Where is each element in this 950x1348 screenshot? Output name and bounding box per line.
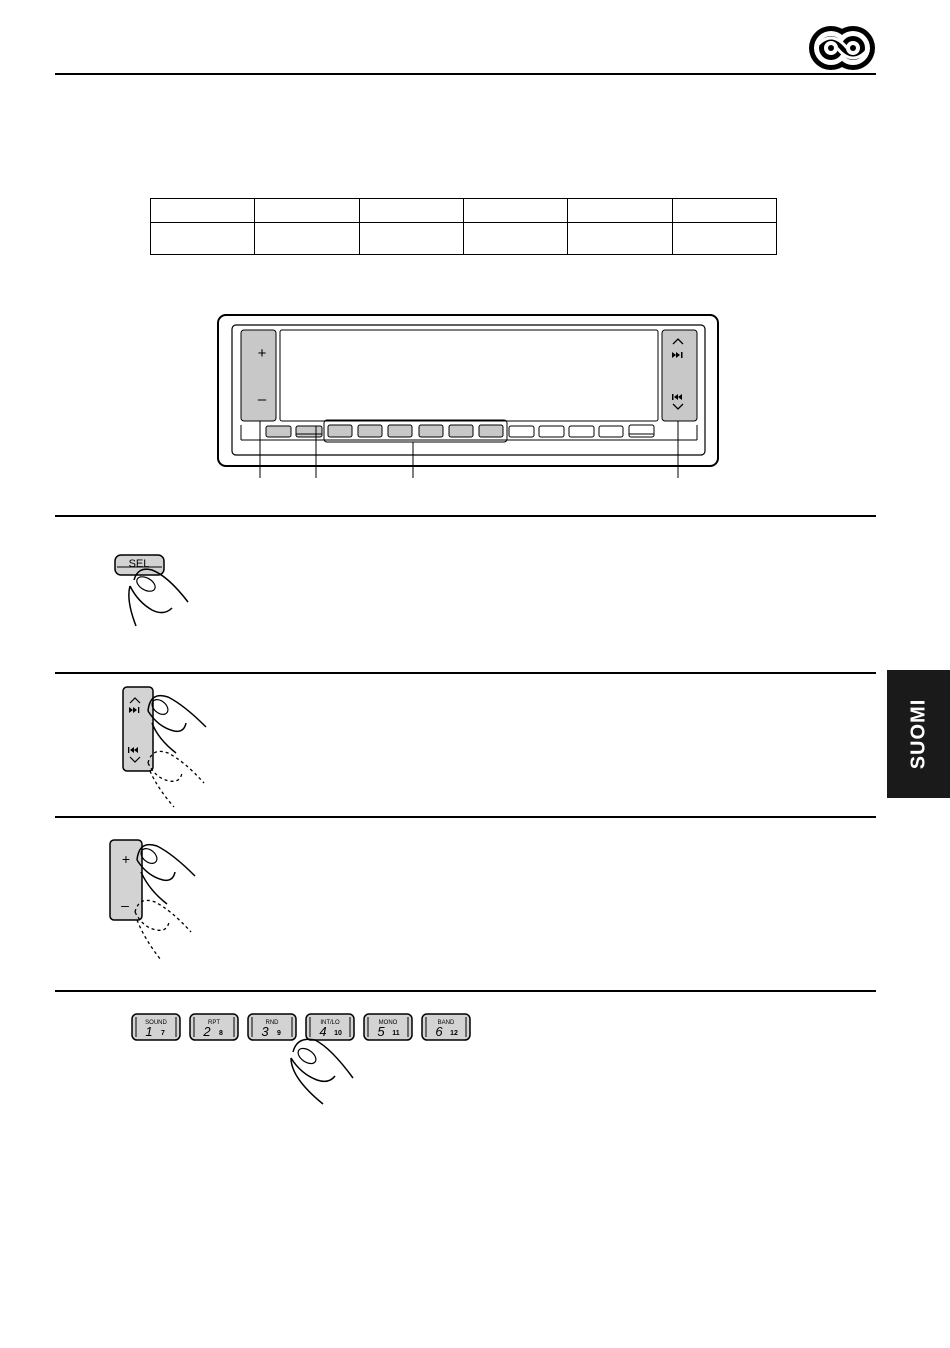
table-cell	[255, 199, 359, 223]
table-cell	[359, 223, 463, 255]
preset-top-label: RPT	[208, 1020, 220, 1026]
section-rule	[55, 672, 876, 674]
table-cell	[672, 223, 776, 255]
preset-top-label: BAND	[437, 1020, 455, 1026]
table-cell	[255, 223, 359, 255]
faceplate-minus-label: –	[257, 391, 267, 408]
seek-press-illustration	[118, 683, 213, 811]
display-window	[280, 330, 658, 421]
table-cell	[359, 199, 463, 223]
preset-number: 6	[435, 1024, 443, 1039]
language-tab	[887, 670, 950, 798]
preset-number: 2	[203, 1024, 211, 1039]
faceplate-sel-button[interactable]	[296, 426, 322, 437]
faceplate-extra-buttons	[509, 425, 654, 437]
table-cell	[463, 199, 567, 223]
finger-dashed-icon	[135, 900, 191, 960]
language-tab-label: SUOMI	[907, 698, 929, 770]
preset-number: 5	[377, 1024, 385, 1039]
table-cell	[463, 223, 567, 255]
faceplate-button[interactable]	[266, 426, 291, 437]
preset-button-6[interactable]	[422, 1014, 470, 1040]
volume-minus-label: –	[121, 897, 129, 913]
table-cell	[568, 223, 672, 255]
finger-icon	[129, 569, 188, 626]
sel-button-label: SEL	[128, 558, 150, 570]
table-cell	[672, 199, 776, 223]
preset-button-1[interactable]	[132, 1014, 180, 1040]
preset-top-label: SOUND	[145, 1020, 167, 1026]
settings-table	[150, 198, 777, 255]
finger-icon	[148, 696, 206, 753]
finger-icon	[291, 1039, 353, 1104]
preset-top-label: RND	[265, 1020, 279, 1026]
finger-dashed-icon	[148, 751, 204, 807]
preset-number: 3	[261, 1024, 269, 1039]
faceplate-diagram	[215, 312, 725, 482]
faceplate-plus-label: +	[257, 345, 267, 362]
section-rule	[55, 990, 876, 992]
table-cell	[568, 199, 672, 223]
preset-top-label: INT/LO	[320, 1020, 340, 1026]
header-rule	[55, 73, 876, 75]
preset-button-3[interactable]	[248, 1014, 296, 1040]
preset-alt-number: 8	[219, 1030, 223, 1037]
preset-number: 4	[319, 1024, 327, 1039]
preset-buttons-illustration	[125, 1008, 475, 1108]
preset-alt-number: 12	[450, 1030, 458, 1037]
preset-alt-number: 10	[334, 1030, 342, 1037]
table-cell	[151, 223, 255, 255]
preset-button-5[interactable]	[364, 1014, 412, 1040]
preset-number: 1	[145, 1024, 153, 1039]
preset-top-label: MONO	[378, 1020, 398, 1026]
section-rule	[55, 816, 876, 818]
finger-icon	[137, 845, 195, 904]
preset-alt-number: 9	[277, 1030, 281, 1037]
section-rule	[55, 515, 876, 517]
volume-press-illustration	[105, 836, 200, 964]
volume-plus-label: +	[121, 851, 131, 867]
table-cell	[151, 199, 255, 223]
disc-logo-icon	[807, 24, 877, 72]
preset-alt-number: 7	[161, 1030, 165, 1037]
preset-alt-number: 11	[392, 1030, 400, 1037]
sel-press-illustration	[108, 550, 203, 632]
preset-button-4[interactable]	[306, 1014, 354, 1040]
preset-button-2[interactable]	[190, 1014, 238, 1040]
